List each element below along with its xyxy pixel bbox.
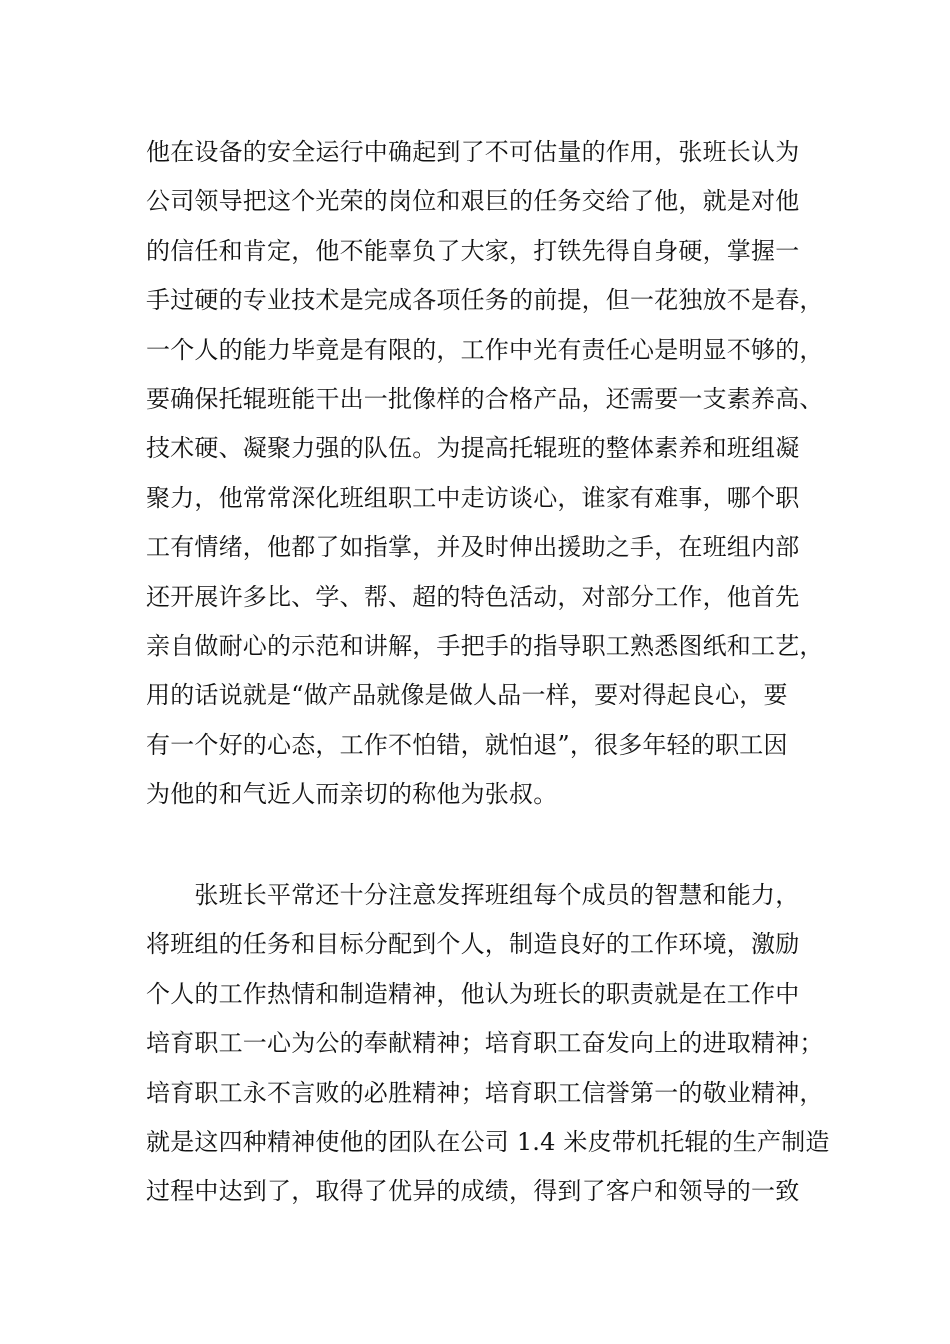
text-line: 个人的工作热情和制造精神，他认为班长的职责就是在工作中 [146, 979, 800, 1008]
text-line: 聚力，他常常深化班组职工中走访谈心，谁家有难事，哪个职 [146, 483, 800, 512]
text-line: 的信任和肯定，他不能辜负了大家，打铁先得自身硬，掌握一 [146, 236, 800, 265]
text-line: 用的话说就是“做产品就像是做人品一样，要对得起良心，要 [146, 681, 788, 710]
text-line: 手过硬的专业技术是完成各项任务的前提，但一花独放不是春， [146, 286, 824, 315]
text-line: 培育职工永不言败的必胜精神；培育职工信誉第一的敬业精神， [146, 1078, 824, 1107]
text-line: 培育职工一心为公的奉献精神；培育职工奋发向上的进取精神； [146, 1029, 824, 1058]
text-line: 还开展许多比、学、帮、超的特色活动，对部分工作，他首先 [146, 582, 800, 611]
text-line: 有一个好的心态，工作不怕错，就怕退”，很多年轻的职工因 [146, 730, 788, 759]
body-paragraph-1 [146, 128, 826, 819]
text-line: 张班长平常还十分注意发挥班组每个成员的智慧和能力， [146, 881, 800, 909]
text-line: 亲自做耐心的示范和讲解，手把手的指导职工熟悉图纸和工艺， [146, 631, 824, 660]
text-line: 一个人的能力毕竟是有限的，工作中光有责任心是明显不够的， [146, 335, 824, 364]
text-line: 要确保托辊班能干出一批像样的合格产品，还需要一支素养高、 [146, 384, 824, 413]
body-paragraph-2 [146, 871, 830, 1217]
text-line: 将班组的任务和目标分配到个人，制造良好的工作环境，激励 [146, 930, 800, 959]
text-line: 为他的和气近人而亲切的称他为张叔。 [146, 780, 558, 809]
text-line: 公司领导把这个光荣的岗位和艰巨的任务交给了他，就是对他 [146, 187, 800, 216]
text-line: 就是这四种精神使他的团队在公司 1.4 米皮带机托辊的生产制造 [146, 1127, 830, 1156]
text-line: 技术硬、凝聚力强的队伍。为提高托辊班的整体素养和班组凝 [146, 434, 800, 463]
text-line: 工有情绪，他都了如指掌，并及时伸出援助之手，在班组内部 [146, 533, 800, 562]
text-line: 过程中达到了，取得了优异的成绩，得到了客户和领导的一致 [146, 1177, 800, 1206]
text-line: 他在设备的安全运行中确起到了不可估量的作用，张班长认为 [146, 138, 800, 166]
